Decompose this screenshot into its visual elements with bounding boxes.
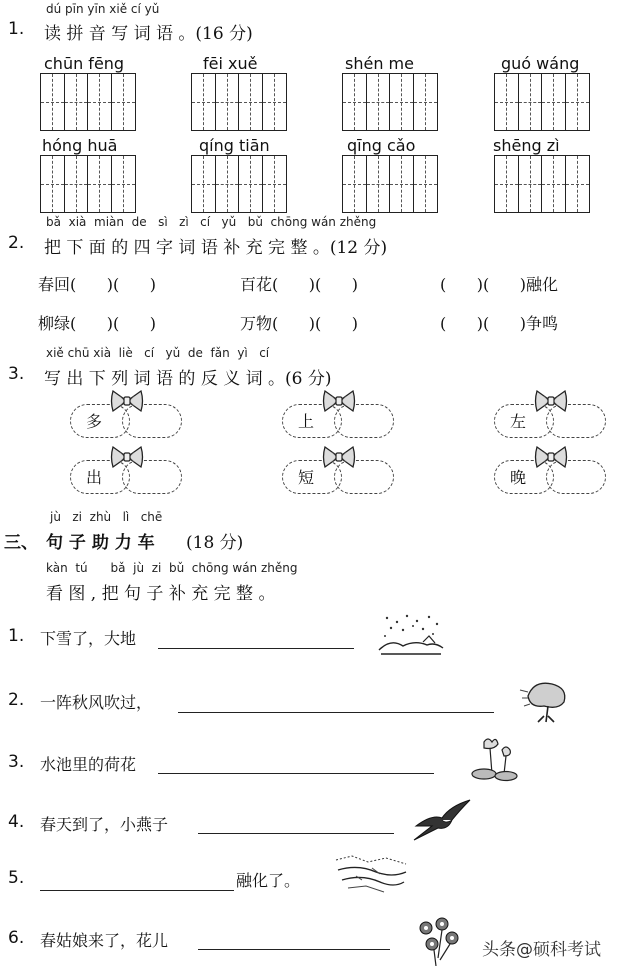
- instruction-pinyin: kàn tú bǎ jù zi bǔ chōng wán zhěng: [46, 561, 298, 575]
- part3-score: (18 分): [186, 533, 244, 553]
- answer-line[interactable]: [40, 890, 234, 891]
- item-number: 1.: [8, 626, 25, 646]
- writing-grid[interactable]: [191, 73, 287, 131]
- section1-number: 1.: [8, 19, 25, 39]
- antonym-word: 上: [298, 412, 315, 431]
- section3-pinyin: xiě chū xià liè cí yǔ de fǎn yì cí: [46, 346, 270, 360]
- writing-grid[interactable]: [342, 73, 438, 131]
- section1-title: 读 拼 音 写 词 语 。(16 分): [44, 24, 253, 44]
- bow-icon: [322, 444, 356, 470]
- antonym-word: 出: [86, 468, 103, 487]
- idiom-fill-3[interactable]: ( )( )融化: [440, 275, 559, 294]
- item-prompt: 融化了。: [236, 871, 301, 890]
- item-prompt: 下雪了，大地: [40, 629, 137, 648]
- item-number: 6.: [8, 928, 25, 948]
- answer-line[interactable]: [178, 712, 494, 713]
- antonym-pair[interactable]: [494, 458, 606, 496]
- writing-grid[interactable]: [494, 155, 590, 213]
- word-pinyin-3: shén me: [345, 54, 414, 73]
- item-number: 5.: [8, 868, 25, 888]
- antonym-pair[interactable]: [70, 458, 182, 496]
- section2-number: 2.: [8, 233, 25, 253]
- antonym-pair[interactable]: [282, 458, 394, 496]
- section3-number: 3.: [8, 364, 25, 384]
- antonym-pair[interactable]: [70, 402, 182, 440]
- bow-icon: [110, 388, 144, 414]
- blooming-flowers-icon: [412, 914, 464, 966]
- writing-grid[interactable]: [40, 73, 136, 131]
- antonym-pair[interactable]: [494, 402, 606, 440]
- item-number: 4.: [8, 812, 25, 832]
- antonym-word: 短: [298, 468, 315, 487]
- idiom-fill-6[interactable]: ( )( )争鸣: [440, 314, 559, 333]
- idiom-fill-2[interactable]: 百花( )( ): [240, 275, 359, 294]
- idiom-fill-1[interactable]: 春回( )( ): [38, 275, 157, 294]
- writing-grid[interactable]: [494, 73, 590, 131]
- antonym-pair[interactable]: [282, 402, 394, 440]
- section2-title: 把 下 面 的 四 字 词 语 补 充 完 整 。(12 分): [44, 238, 388, 258]
- item-prompt: 一阵秋风吹过，: [40, 693, 153, 712]
- melting-ice-icon: [332, 852, 410, 898]
- antonym-word: 左: [510, 412, 527, 431]
- part3-pinyin: jù zi zhù lì chē: [50, 510, 163, 524]
- item-number: 2.: [8, 690, 25, 710]
- word-pinyin-4: guó wáng: [501, 54, 580, 73]
- lotus-pond-icon: [468, 736, 520, 784]
- answer-line[interactable]: [198, 949, 390, 950]
- snow-landscape-icon: [377, 612, 445, 658]
- section3-title: 写 出 下 列 词 语 的 反 义 词 。(6 分): [44, 369, 332, 389]
- antonym-word: 晚: [510, 468, 527, 487]
- writing-grid[interactable]: [191, 155, 287, 213]
- item-prompt: 春姑娘来了，花儿: [40, 931, 169, 950]
- bow-icon: [534, 388, 568, 414]
- item-prompt: 春天到了，小燕子: [40, 815, 169, 834]
- bow-icon: [534, 444, 568, 470]
- word-pinyin-6: qíng tiān: [199, 136, 270, 155]
- antonym-word: 多: [86, 412, 103, 431]
- answer-line[interactable]: [158, 648, 354, 649]
- item-number: 3.: [8, 752, 25, 772]
- section2-pinyin: bǎ xià miàn de sì zì cí yǔ bǔ chōng wán zhěng: [46, 215, 377, 229]
- word-pinyin-5: hóng huā: [42, 136, 118, 155]
- part3-heading: 句 子 助 力 车: [46, 533, 155, 553]
- writing-grid[interactable]: [40, 155, 136, 213]
- answer-line[interactable]: [198, 833, 394, 834]
- swallow-icon: [410, 796, 474, 842]
- part3-number: 三、: [4, 533, 38, 553]
- autumn-tree-icon: [518, 676, 574, 724]
- answer-line[interactable]: [158, 773, 434, 774]
- instruction-text: 看 图 , 把 句 子 补 充 完 整 。: [46, 584, 276, 604]
- idiom-fill-5[interactable]: 万物( )( ): [240, 314, 359, 333]
- word-pinyin-2: fēi xuě: [203, 54, 258, 73]
- bow-icon: [322, 388, 356, 414]
- word-pinyin-1: chūn fēng: [44, 54, 125, 73]
- idiom-fill-4[interactable]: 柳绿( )( ): [38, 314, 157, 333]
- writing-grid[interactable]: [342, 155, 438, 213]
- word-pinyin-8: shēng zì: [493, 136, 560, 155]
- word-pinyin-7: qīng cǎo: [347, 136, 416, 155]
- item-prompt: 水池里的荷花: [40, 755, 137, 774]
- bow-icon: [110, 444, 144, 470]
- section1-pinyin: dú pīn yīn xiě cí yǔ: [46, 2, 160, 16]
- watermark: 头条@硕科考试: [482, 940, 601, 960]
